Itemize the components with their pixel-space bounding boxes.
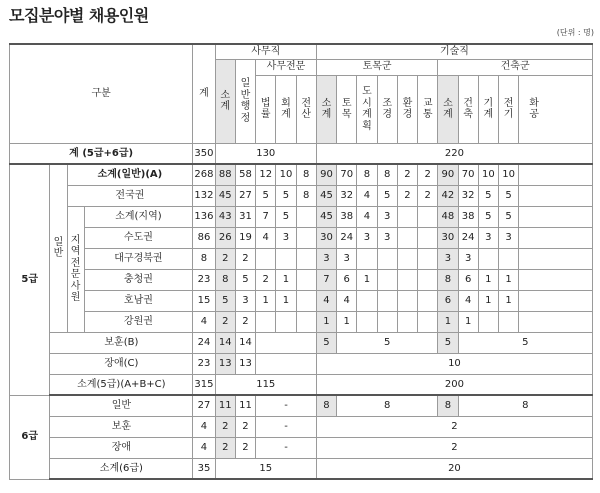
cell: [418, 206, 438, 227]
cell: 12: [256, 164, 276, 185]
row-label: 소계(5급)(A+B+C): [50, 374, 193, 395]
cell: 136: [193, 206, 215, 227]
header-dosi-gyehoek: 도 시 계 획: [357, 75, 377, 143]
cell: 4: [357, 185, 377, 206]
cell: 58: [235, 164, 255, 185]
cell: 23: [193, 353, 215, 374]
cell: 1: [357, 269, 377, 290]
row-label: 소계(6급): [50, 458, 193, 479]
row-label: 전국권: [67, 185, 193, 206]
header-geonchuk: 건축군: [438, 59, 593, 75]
cell: -: [256, 416, 317, 437]
table-row: [10, 185, 593, 206]
cell: 10: [276, 164, 296, 185]
header-geonchuk-sogye: 소 계: [438, 75, 458, 143]
cell: 315: [193, 374, 215, 395]
cell: 8: [316, 395, 336, 416]
cell: 1: [276, 269, 296, 290]
cell: 1: [458, 311, 478, 332]
cell: 38: [337, 206, 357, 227]
cell: 4: [337, 290, 357, 311]
cell: [296, 206, 316, 227]
cell: [296, 227, 316, 248]
grade5-label: 5급: [10, 164, 50, 395]
cell: 2: [215, 248, 235, 269]
cell: 5: [438, 332, 458, 353]
cell: 2: [235, 437, 255, 458]
cell: 43: [215, 206, 235, 227]
cell: [397, 311, 417, 332]
grade6-label: 6급: [10, 395, 50, 479]
table-row: [10, 395, 593, 416]
header-samu: 사무직: [215, 44, 316, 59]
cell: 132: [193, 185, 215, 206]
cell: 3: [478, 227, 498, 248]
row-label: 대구경북권: [84, 248, 193, 269]
cell: 24: [458, 227, 478, 248]
cell: 8: [458, 395, 592, 416]
cell: [519, 185, 593, 206]
cell: 11: [215, 395, 235, 416]
cell: [377, 248, 397, 269]
cell: 200: [316, 374, 592, 395]
header-total: 계: [193, 44, 215, 143]
cell: 27: [235, 185, 255, 206]
cell: 3: [276, 227, 296, 248]
cell: 14: [235, 332, 255, 353]
header-tomok-tomok: 토 목: [337, 75, 357, 143]
cell: [519, 269, 593, 290]
header-samu-jeonmun: 사무전문: [256, 59, 317, 75]
cell: 70: [458, 164, 478, 185]
cell: 23: [193, 269, 215, 290]
cell: [519, 206, 593, 227]
row-label: 강원권: [84, 311, 193, 332]
cell: 48: [438, 206, 458, 227]
cell: 1: [478, 290, 498, 311]
cell: 2: [316, 437, 592, 458]
cell: 3: [438, 248, 458, 269]
cell: 8: [296, 185, 316, 206]
cell: 5: [478, 206, 498, 227]
cell: [256, 311, 276, 332]
cell: 30: [316, 227, 336, 248]
cell: 27: [193, 395, 215, 416]
header-gubun: 구분: [10, 44, 193, 143]
table-row: [10, 248, 593, 269]
row-label: 호남권: [84, 290, 193, 311]
cell: 3: [377, 206, 397, 227]
table-row: [10, 206, 593, 227]
cell: 3: [377, 227, 397, 248]
cell: 70: [337, 164, 357, 185]
cell: -: [256, 395, 317, 416]
cell: [418, 269, 438, 290]
table-row: [10, 269, 593, 290]
cell: 3: [357, 227, 377, 248]
header-jeonsan: 전 산: [296, 75, 316, 143]
cell: [256, 353, 317, 374]
cell: [478, 311, 498, 332]
cell: 7: [316, 269, 336, 290]
row-label: 소계(지역): [84, 206, 193, 227]
cell: [397, 248, 417, 269]
cell: [498, 311, 518, 332]
header-hoegye: 회 계: [276, 75, 296, 143]
header-ilban-haengjeong: 일 반 행 정: [235, 59, 255, 143]
cell: 1: [337, 311, 357, 332]
cell: [519, 164, 593, 185]
header-tomok-sogye: 소 계: [316, 75, 336, 143]
header-geonchuk-geonchuk: 건 축: [458, 75, 478, 143]
table-row: [10, 332, 593, 353]
cell: 45: [316, 185, 336, 206]
cell: 4: [357, 206, 377, 227]
cell-total: 350: [193, 143, 215, 164]
cell: 11: [235, 395, 255, 416]
cell: 3: [337, 248, 357, 269]
cell: [256, 248, 276, 269]
cell: 24: [337, 227, 357, 248]
cell: 2: [215, 416, 235, 437]
cell: 13: [215, 353, 235, 374]
cell: 32: [337, 185, 357, 206]
row-label: 충청권: [84, 269, 193, 290]
cell: [357, 311, 377, 332]
cell: 8: [296, 164, 316, 185]
cell: 1: [498, 290, 518, 311]
row-label: 일반: [50, 395, 193, 416]
cell: 8: [357, 164, 377, 185]
cell: 5: [276, 185, 296, 206]
cell: [498, 248, 518, 269]
cell: 2: [397, 185, 417, 206]
cell-samu-total: 130: [215, 143, 316, 164]
header-tomok: 토목군: [316, 59, 437, 75]
table-row: [10, 164, 593, 185]
cell: 1: [276, 290, 296, 311]
cell: 7: [256, 206, 276, 227]
table-row: [10, 416, 593, 437]
table-row: [10, 227, 593, 248]
cell: 8: [438, 395, 458, 416]
cell: 5: [377, 185, 397, 206]
cell: [276, 311, 296, 332]
cell: 31: [235, 206, 255, 227]
cell: 42: [438, 185, 458, 206]
cell: 5: [256, 185, 276, 206]
cell: 15: [215, 458, 316, 479]
cell: [519, 248, 593, 269]
cell: 8: [377, 164, 397, 185]
header-hwagong: 화 공: [519, 75, 593, 143]
cell: 5: [337, 332, 438, 353]
cell: 5: [235, 269, 255, 290]
cell: 2: [235, 311, 255, 332]
cell: [276, 248, 296, 269]
cell: 2: [418, 164, 438, 185]
cell: [397, 290, 417, 311]
cell: 2: [215, 437, 235, 458]
cell: 8: [438, 269, 458, 290]
cell: 4: [256, 227, 276, 248]
table-row: [10, 374, 593, 395]
cell: 90: [316, 164, 336, 185]
cell: 3: [316, 248, 336, 269]
cell: 35: [193, 458, 215, 479]
header-gyotong: 교 통: [418, 75, 438, 143]
cell: [478, 248, 498, 269]
cell: 8: [193, 248, 215, 269]
recruitment-table: [9, 43, 593, 480]
header-samu-sogye: 소 계: [215, 59, 235, 143]
cell: 4: [458, 290, 478, 311]
table-row: [10, 290, 593, 311]
cell: [296, 311, 316, 332]
row-label: 계 (5급+6급): [10, 143, 193, 164]
cell: 2: [397, 164, 417, 185]
unit-note: (단위 : 명): [556, 28, 594, 37]
cell: 1: [498, 269, 518, 290]
cell: [296, 269, 316, 290]
row-label: 장애: [50, 437, 193, 458]
grade5-ilban-label: 일 반: [50, 164, 67, 332]
cell: 3: [235, 290, 255, 311]
cell: 19: [235, 227, 255, 248]
cell: -: [256, 437, 317, 458]
cell: [418, 248, 438, 269]
cell: 4: [193, 311, 215, 332]
cell: 5: [316, 332, 336, 353]
cell: [357, 248, 377, 269]
header-beopryul: 법 률: [256, 75, 276, 143]
cell: 45: [215, 185, 235, 206]
cell: [377, 311, 397, 332]
cell: 1: [316, 311, 336, 332]
header-gisul: 기술직: [316, 44, 592, 59]
cell: [418, 227, 438, 248]
cell: 5: [478, 185, 498, 206]
table-row: [10, 143, 593, 164]
cell: [397, 269, 417, 290]
row-label: 장애(C): [50, 353, 193, 374]
cell: [296, 290, 316, 311]
cell: 6: [337, 269, 357, 290]
cell: 115: [215, 374, 316, 395]
row-label: 보훈: [50, 416, 193, 437]
cell: [256, 332, 317, 353]
cell: 5: [458, 332, 592, 353]
cell: 8: [337, 395, 438, 416]
cell: 10: [498, 164, 518, 185]
table-row: [10, 311, 593, 332]
table-row: [10, 458, 593, 479]
cell: [357, 290, 377, 311]
cell: 6: [438, 290, 458, 311]
cell: [296, 248, 316, 269]
cell: [397, 227, 417, 248]
cell: 1: [438, 311, 458, 332]
cell: 4: [193, 437, 215, 458]
row-label: 수도권: [84, 227, 193, 248]
cell: 5: [498, 185, 518, 206]
cell: 2: [235, 416, 255, 437]
cell: 5: [276, 206, 296, 227]
cell: [377, 269, 397, 290]
cell: [519, 227, 593, 248]
cell: 1: [478, 269, 498, 290]
cell: 90: [438, 164, 458, 185]
cell: 2: [215, 311, 235, 332]
table-row: [10, 353, 593, 374]
cell: 30: [438, 227, 458, 248]
header-hwangyeong: 환 경: [397, 75, 417, 143]
row-label: 보훈(B): [50, 332, 193, 353]
table-row: [10, 437, 593, 458]
page-title: 모집분야별 채용인원: [9, 6, 149, 25]
cell: 2: [418, 185, 438, 206]
cell: [397, 206, 417, 227]
cell: 13: [235, 353, 255, 374]
row-label: 소계(일반)(A): [67, 164, 193, 185]
cell: 15: [193, 290, 215, 311]
cell-gisul-total: 220: [316, 143, 592, 164]
cell: 5: [498, 206, 518, 227]
header-jeongi: 전 기: [498, 75, 518, 143]
cell: 38: [458, 206, 478, 227]
cell: 24: [193, 332, 215, 353]
cell: 86: [193, 227, 215, 248]
cell: 3: [458, 248, 478, 269]
cell: 268: [193, 164, 215, 185]
cell: 20: [316, 458, 592, 479]
cell: 4: [316, 290, 336, 311]
cell: 4: [193, 416, 215, 437]
cell: [418, 290, 438, 311]
cell: 26: [215, 227, 235, 248]
cell: 3: [498, 227, 518, 248]
cell: [418, 311, 438, 332]
cell: 2: [316, 416, 592, 437]
cell: 32: [458, 185, 478, 206]
cell: 10: [478, 164, 498, 185]
cell: [519, 290, 593, 311]
cell: 8: [215, 269, 235, 290]
cell: 14: [215, 332, 235, 353]
cell: 5: [215, 290, 235, 311]
cell: 6: [458, 269, 478, 290]
cell: [377, 290, 397, 311]
cell: 10: [316, 353, 592, 374]
header-gigye: 기 계: [478, 75, 498, 143]
cell: 2: [256, 269, 276, 290]
header-jogyeong: 조 경: [377, 75, 397, 143]
cell: [519, 311, 593, 332]
cell: 1: [256, 290, 276, 311]
cell: 88: [215, 164, 235, 185]
jiyeok-jeonmun-label: 지 역 전 문 사 원: [67, 206, 84, 332]
cell: 45: [316, 206, 336, 227]
cell: 2: [235, 248, 255, 269]
